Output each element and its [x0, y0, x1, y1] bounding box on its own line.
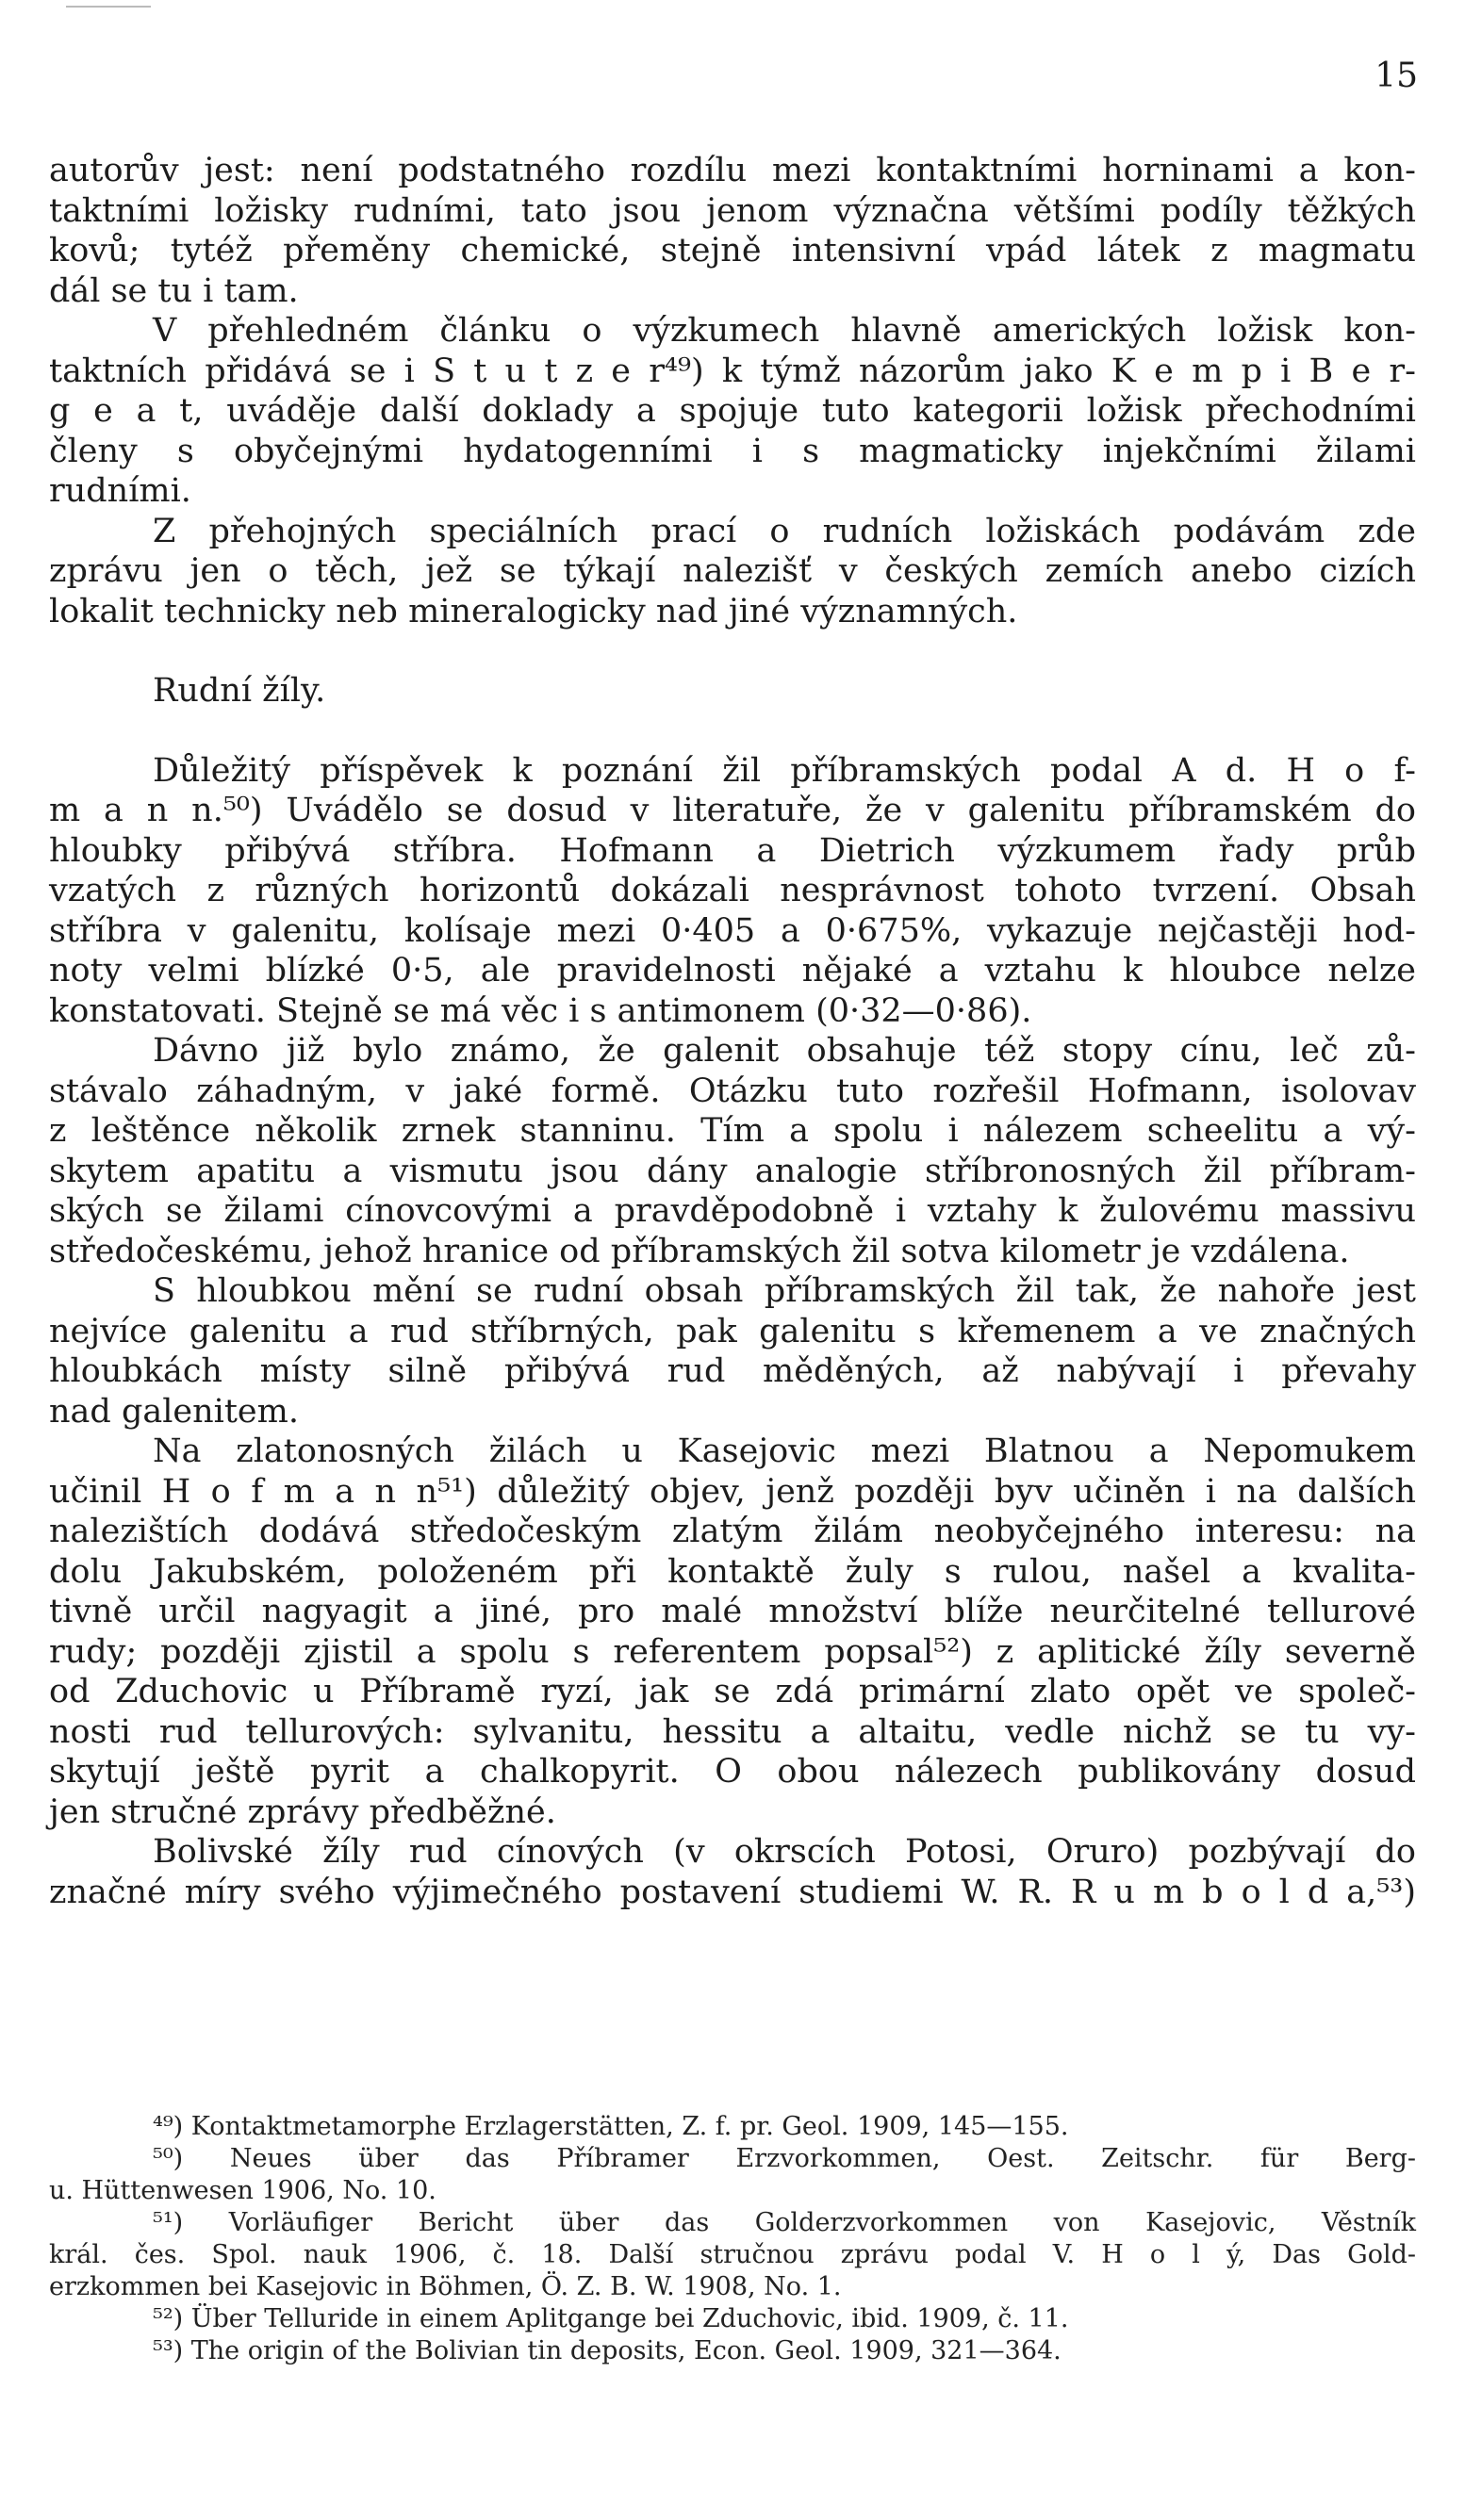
text-line: ských se žilami cínovcovými a pravděpodobně i vztahy k žulovému massivu [49, 1192, 1416, 1230]
footnote-line: ⁵⁰) Neues über das Příbramer Erzvorkommen, Oest. Zeitschr. für Berg- [153, 2144, 1416, 2173]
text-line: dál se tu i tam. [49, 271, 299, 310]
text-line: g e a t, uváděje další doklady a spojuje tuto kategorii ložisk přechodními [49, 392, 1416, 430]
text-line: m a n n.⁵⁰) Uvádělo se dosud v literatuře, že v galenitu příbramském do [49, 792, 1416, 829]
text-line: Z přehojných speciálních prací o rudních ložiskách podávám zde [153, 512, 1416, 550]
page-number: 15 [1374, 57, 1418, 95]
corner-mark [66, 6, 151, 8]
text-line: vzatých z různých horizontů dokázali nesprávnost tohoto tvrzení. Obsah [49, 872, 1416, 909]
footnote-line: král. čes. Spol. nauk 1906, č. 18. Další stručnou zprávu podal V. H o l ý, Das Gold- [49, 2240, 1416, 2269]
text-line: stříbra v galenitu, kolísaje mezi 0·405 a 0·675%, vykazuje nejčastěji hod- [49, 911, 1416, 950]
text-line: Důležitý příspěvek k poznání žil příbramských podal A d. H o f- [153, 751, 1416, 790]
text-line: jen stručné zprávy předběžné. [49, 1792, 556, 1831]
text-line: autorův jest: není podstatného rozdílu mezi kontaktními horninami a kon- [49, 152, 1416, 189]
text-line: stávalo záhadným, v jaké formě. Otázku tuto rozřešil Hofmann, isolovav [49, 1072, 1416, 1110]
text-line: skytují ještě pyrit a chalkopyrit. O obou nálezech publikovány dosud [49, 1753, 1416, 1791]
text-line: Bolivské žíly rud cínových (v okrscích Potosi, Oruro) pozbývají do [153, 1833, 1416, 1871]
text-line: S hloubkou mění se rudní obsah příbramských žil tak, že nahoře jest [153, 1272, 1416, 1310]
text-line: kovů; tytéž přeměny chemické, stejně intensivní vpád látek z magmatu [49, 232, 1416, 270]
text-line: rudními. [49, 472, 191, 510]
text-line: hloubkách místy silně přibývá rud měděných, až nabývají i převahy [49, 1352, 1416, 1390]
text-line: hloubky přibývá stříbra. Hofmann a Dietrich výzkumem řady průb [49, 831, 1416, 870]
footnote-line: ⁵³) The origin of the Bolivian tin deposits, Econ. Geol. 1909, 321—364. [153, 2336, 1062, 2365]
text-line: konstatovati. Stejně se má věc i s antimonem (0·32—0·86). [49, 991, 1032, 1030]
footnote-line: ⁵¹) Vorläufiger Bericht über das Golderzvorkommen von Kasejovic, Věstník [153, 2208, 1416, 2237]
text-line: Dávno již bylo známo, že galenit obsahuje též stopy cínu, leč zů- [153, 1032, 1416, 1070]
footnote-line: ⁴⁹) Kontaktmetamorphe Erzlagerstätten, Z. f. pr. Geol. 1909, 145—155. [153, 2112, 1069, 2141]
text-line: Rudní žíly. [153, 672, 326, 710]
body-text [49, 151, 1416, 1912]
text-line: zprávu jen o těch, jež se týkají nalezišť v českých zemích anebo cizích [49, 552, 1416, 590]
text-line: noty velmi blízké 0·5, ale pravidelnosti nějaké a vztahu k hloubce nelze [49, 952, 1416, 990]
text-line: středočeskému, jehož hranice od příbramských žil sotva kilometr je vzdálena. [49, 1232, 1350, 1270]
text-line: učinil H o f m a n n⁵¹) důležitý objev, jenž později byv učiněn i na dalších [49, 1472, 1416, 1511]
text-line: nosti rud tellurových: sylvanitu, hessitu a altaitu, vedle nichž se tu vy- [49, 1712, 1416, 1751]
text-line: od Zduchovic u Příbramě ryzí, jak se zdá primární zlato opět ve společ- [49, 1673, 1416, 1710]
text-line: Na zlatonosných žilách u Kasejovic mezi Blatnou a Nepomukem [153, 1432, 1416, 1470]
text-line: skytem apatitu a vismutu jsou dány analogie stříbronosných žil příbram- [49, 1152, 1416, 1190]
footnote-line: u. Hüttenwesen 1906, No. 10. [49, 2176, 436, 2205]
text-line: lokalit technicky neb mineralogicky nad jiné významných. [49, 592, 1018, 630]
text-line: nejvíce galenitu a rud stříbrných, pak galenitu s křemenem a ve značných [49, 1312, 1416, 1350]
footnotes [49, 2111, 1416, 2367]
footnote-line: erzkommen bei Kasejovic in Böhmen, Ö. Z. B. W. 1908, No. 1. [49, 2272, 842, 2301]
text-line: taktních přidává se i S t u t z e r⁴⁹) k týmž názorům jako K e m p i B e r- [49, 352, 1416, 390]
footnote-line: ⁵²) Über Telluride in einem Aplitgange bei Zduchovic, ibid. 1909, č. 11. [153, 2304, 1069, 2333]
text-line: rudy; později zjistil a spolu s referentem popsal⁵²) z aplitické žíly severně [49, 1632, 1416, 1671]
text-line: značné míry svého výjimečného postavení studiemi W. R. R u m b o l d a,⁵³) [49, 1873, 1416, 1911]
text-line: nalezištích dodává středočeským zlatým žilám neobyčejného interesu: na [49, 1513, 1416, 1550]
text-line: tivně určil nagyagit a jiné, pro malé množství blíže neurčitelné tellurové [49, 1593, 1416, 1630]
text-line: z leštěnce několik zrnek stanninu. Tím a spolu i nálezem scheelitu a vý- [49, 1112, 1416, 1150]
text-line: nad galenitem. [49, 1392, 299, 1431]
text-line: dolu Jakubském, položeném při kontaktě žuly s rulou, našel a kvalita- [49, 1552, 1416, 1591]
text-line: taktními ložisky rudními, tato jsou jenom význačna většími podíly těžkých [49, 191, 1416, 230]
text-line: V přehledném článku o výzkumech hlavně amerických ložisk kon- [153, 312, 1416, 350]
text-line: členy s obyčejnými hydatogenními i s magmaticky injekčními žilami [49, 432, 1416, 470]
